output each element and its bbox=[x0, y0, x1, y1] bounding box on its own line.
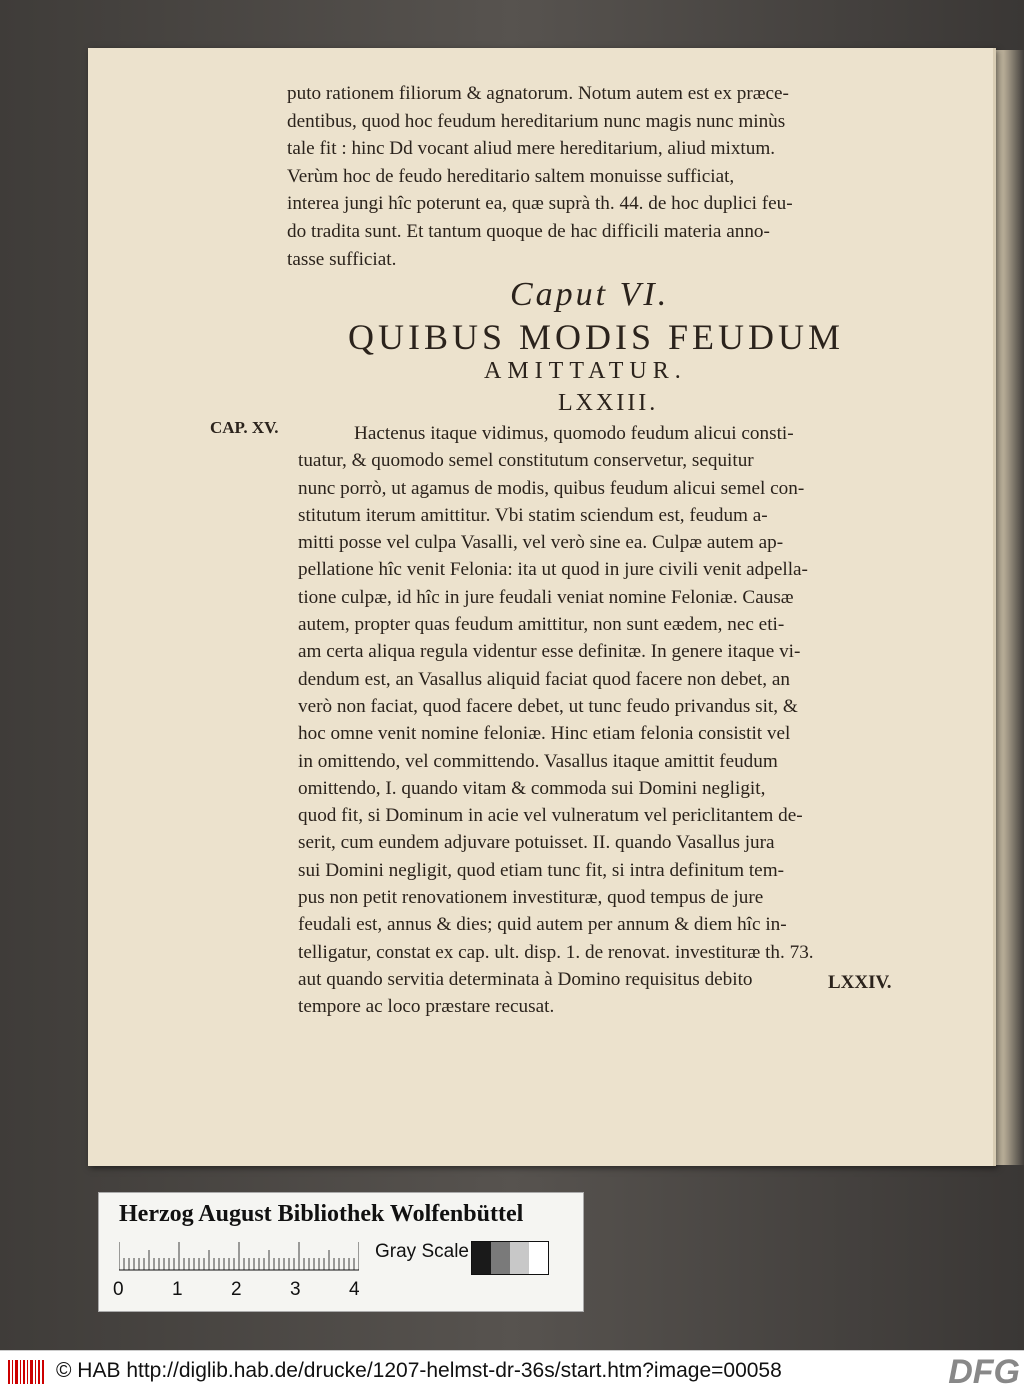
text-line: tale fit : hinc Dd vocant aliud mere hereditarium, aliud mixtum. bbox=[287, 138, 776, 160]
text-line: mitti posse vel culpa Vasalli, vel verò sine ea. Culpæ autem ap- bbox=[298, 532, 784, 554]
text-line: dendum est, an Vasallus aliquid faciat quod facere non debet, an bbox=[298, 668, 790, 690]
text-line: am certa aliqua regula videntur esse definitæ. In genere itaque vi- bbox=[298, 641, 801, 663]
text-line: do tradita sunt. Et tantum quoque de hac difficili materia anno- bbox=[287, 220, 770, 242]
text-line: pus non petit renovationem investituræ, quod tempus de jure bbox=[298, 887, 764, 909]
ruler-number: 3 bbox=[290, 1279, 301, 1300]
text-line: in omittendo, vel committendo. Vasallus itaque amittit feudum bbox=[298, 750, 778, 772]
ruler-icon bbox=[119, 1241, 359, 1271]
library-name: Herzog August Bibliothek Wolfenbüttel bbox=[119, 1201, 524, 1227]
gray-scale-label: Gray Scale bbox=[375, 1241, 469, 1262]
gray-swatches bbox=[471, 1241, 549, 1275]
ruler-number: 2 bbox=[231, 1279, 242, 1300]
ruler-number: 1 bbox=[172, 1279, 183, 1300]
text-line: telligatur, constat ex cap. ult. disp. 1. de renovat. investituræ th. 73. bbox=[298, 941, 814, 963]
text-line: tione culpæ, id hîc in jure feudali veniat nomine Feloniæ. Causæ bbox=[298, 586, 794, 608]
text-line: verò non faciat, quod facere debet, ut tunc feudo privandus sit, & bbox=[298, 695, 798, 717]
body-paragraph bbox=[298, 420, 938, 1021]
text-line: omittendo, I. quando vitam & commoda sui Domini negligit, bbox=[298, 777, 766, 799]
section-number: LXXIII. bbox=[558, 390, 659, 416]
chapter-label: Caput VI. bbox=[510, 276, 670, 313]
text-line: aut quando servitia determinata à Domino requisitus debito bbox=[298, 968, 753, 990]
swatch bbox=[529, 1242, 548, 1274]
text-line: puto rationem filiorum & agnatorum. Notum autem est ex præce- bbox=[287, 83, 789, 104]
catchword: LXXIV. bbox=[828, 972, 892, 993]
text-line: Verùm hoc de feudo hereditario saltem monuisse sufficiat, bbox=[287, 165, 735, 187]
swatch bbox=[491, 1242, 510, 1274]
text-line: Hactenus itaque vidimus, quomodo feudum alicui consti- bbox=[354, 423, 794, 444]
margin-note: CAP. XV. bbox=[210, 418, 279, 437]
text-line: stitutum iterum amittitur. Vbi statim sciendum est, feudum a- bbox=[298, 504, 768, 526]
text-line: interea jungi hîc poterunt ea, quæ suprà th. 44. de hoc duplici feu- bbox=[287, 193, 793, 215]
footer-credit-link[interactable]: © HAB http://diglib.hab.de/drucke/1207-helmst-dr-36s/start.htm?image=00058 bbox=[56, 1359, 782, 1382]
text-line: tempore ac loco præstare recusat. bbox=[298, 996, 555, 1018]
color-scale-card bbox=[98, 1192, 584, 1312]
text-line: serit, cum eundem adjuvare potuisset. II. quando Vasallus jura bbox=[298, 832, 775, 854]
top-paragraph bbox=[287, 80, 927, 273]
chapter-title-continued: AMITTATUR. bbox=[484, 358, 687, 384]
dfg-logo: DFG bbox=[948, 1353, 1020, 1391]
text-line: quod fit, si Dominum in acie vel vulneratum vel periclitantem de- bbox=[298, 805, 803, 827]
footer-bar bbox=[0, 1350, 1024, 1393]
text-line: autem, propter quas feudum amittitur, non sunt eædem, nec eti- bbox=[298, 614, 785, 636]
text-line: nunc porrò, ut agamus de modis, quibus feudum alicui semel con- bbox=[298, 477, 805, 499]
ruler-number: 0 bbox=[113, 1279, 124, 1300]
swatch bbox=[472, 1242, 491, 1274]
barcode-icon bbox=[8, 1360, 44, 1384]
text-line: pellatione hîc venit Felonia: ita ut quod in jure civili venit adpella- bbox=[298, 559, 808, 581]
text-line: sui Domini negligit, quod etiam tunc fit, si intra definitum tem- bbox=[298, 859, 785, 881]
text-line: hoc omne venit nomine feloniæ. Hinc etiam felonia consistit vel bbox=[298, 723, 791, 745]
swatch bbox=[510, 1242, 529, 1274]
chapter-title: QUIBUS MODIS FEUDUM bbox=[348, 317, 845, 357]
text-line: tuatur, & quomodo semel constitutum conservetur, sequitur bbox=[298, 450, 754, 472]
text-line: feudali est, annus & dies; quid autem per annum & diem hîc in- bbox=[298, 914, 787, 936]
text-line: dentibus, quod hoc feudum hereditarium nunc magis nunc minùs bbox=[287, 110, 786, 132]
ruler-number: 4 bbox=[349, 1279, 360, 1300]
text-line: tasse sufficiat. bbox=[287, 248, 397, 270]
